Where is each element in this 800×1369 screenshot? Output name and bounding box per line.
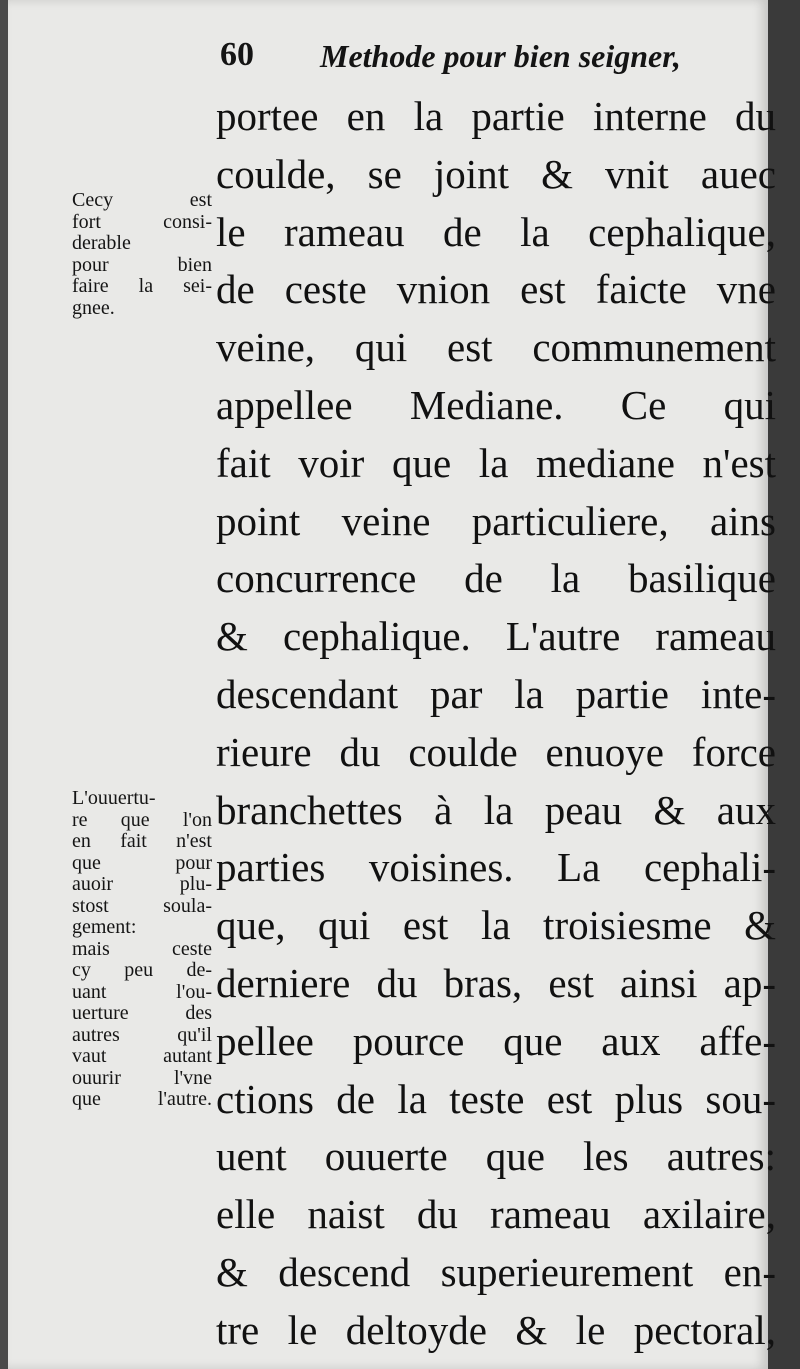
- body-line: portee en la partie interne du: [216, 93, 776, 139]
- body-line: le rameau de la cephalique,: [216, 208, 776, 255]
- margin-note-line: derable: [72, 232, 131, 254]
- body-text: [216, 88, 776, 1360]
- margin-note-line: ouurir l'vne: [72, 1066, 212, 1089]
- margin-note-line: mais ceste: [72, 937, 212, 960]
- body-line: derniere du bras, est ainsi ap-: [216, 959, 776, 1006]
- body-line: concurrence de la basilique: [216, 555, 776, 602]
- body-line: fait voir que la mediane n'est: [216, 439, 776, 486]
- margin-note-line: stost soula-: [72, 894, 212, 917]
- margin-note-line: uerture des: [72, 1002, 212, 1024]
- body-line: & cephalique. L'autre rameau: [216, 613, 776, 660]
- margin-note-line: re que l'on: [72, 808, 212, 831]
- margin-note-line: faire la sei-: [72, 275, 212, 297]
- running-header: [220, 36, 768, 82]
- margin-note-line: gement:: [72, 916, 137, 938]
- body-line: descendant par la partie inte-: [216, 670, 776, 717]
- body-line: & descend superieurement en-: [216, 1248, 776, 1295]
- body-line: pellee pource que aux affe-: [216, 1017, 776, 1064]
- body-line: appellee Mediane. Ce qui: [216, 381, 776, 428]
- margin-note-line: autres qu'il: [72, 1023, 212, 1046]
- margin-note-line: vaut autant: [72, 1045, 212, 1067]
- body-line: que, qui est la troisiesme &: [216, 902, 776, 949]
- margin-note-line: gnee.: [72, 296, 115, 319]
- body-line: coulde, se joint & vnit auec: [216, 150, 776, 197]
- margin-note-line: que pour: [72, 851, 212, 874]
- margin-note-line: fort consi-: [72, 210, 212, 233]
- left-page-edge: [0, 0, 8, 1369]
- margin-note-line: cy peu de-: [72, 959, 212, 981]
- body-line: parties voisines. La cephali-: [216, 844, 776, 891]
- body-line: point veine particuliere, ains: [216, 497, 776, 544]
- body-line: elle naist du rameau axilaire,: [216, 1191, 776, 1238]
- body-line: ctions de la teste est plus sou-: [216, 1075, 776, 1122]
- page-number: 60: [220, 36, 254, 73]
- margin-note-line: auoir plu-: [72, 873, 212, 895]
- margin-note-bleeding: [72, 190, 212, 319]
- margin-note-line: que l'autre.: [72, 1088, 212, 1110]
- body-line: tre le deltoyde & le pectoral,: [216, 1306, 776, 1353]
- margin-note-line: en fait n'est: [72, 830, 212, 852]
- margin-note-opening: [72, 788, 212, 1111]
- body-line: branchettes à la peau & aux: [216, 786, 776, 833]
- body-line: de ceste vnion est faicte vne: [216, 266, 776, 313]
- running-title: Methode pour bien seigner,: [320, 38, 681, 74]
- body-line: uent ouuerte que les autres:: [216, 1133, 776, 1180]
- margin-note-line: uant l'ou-: [72, 980, 212, 1003]
- body-line: veine, qui est communement: [216, 324, 776, 371]
- margin-note-line: pour bien: [72, 253, 212, 276]
- margin-note-line: Cecy est: [72, 189, 212, 211]
- margin-note-line: L'ouuertu-: [72, 787, 156, 809]
- body-line: rieure du coulde enuoye force: [216, 728, 776, 775]
